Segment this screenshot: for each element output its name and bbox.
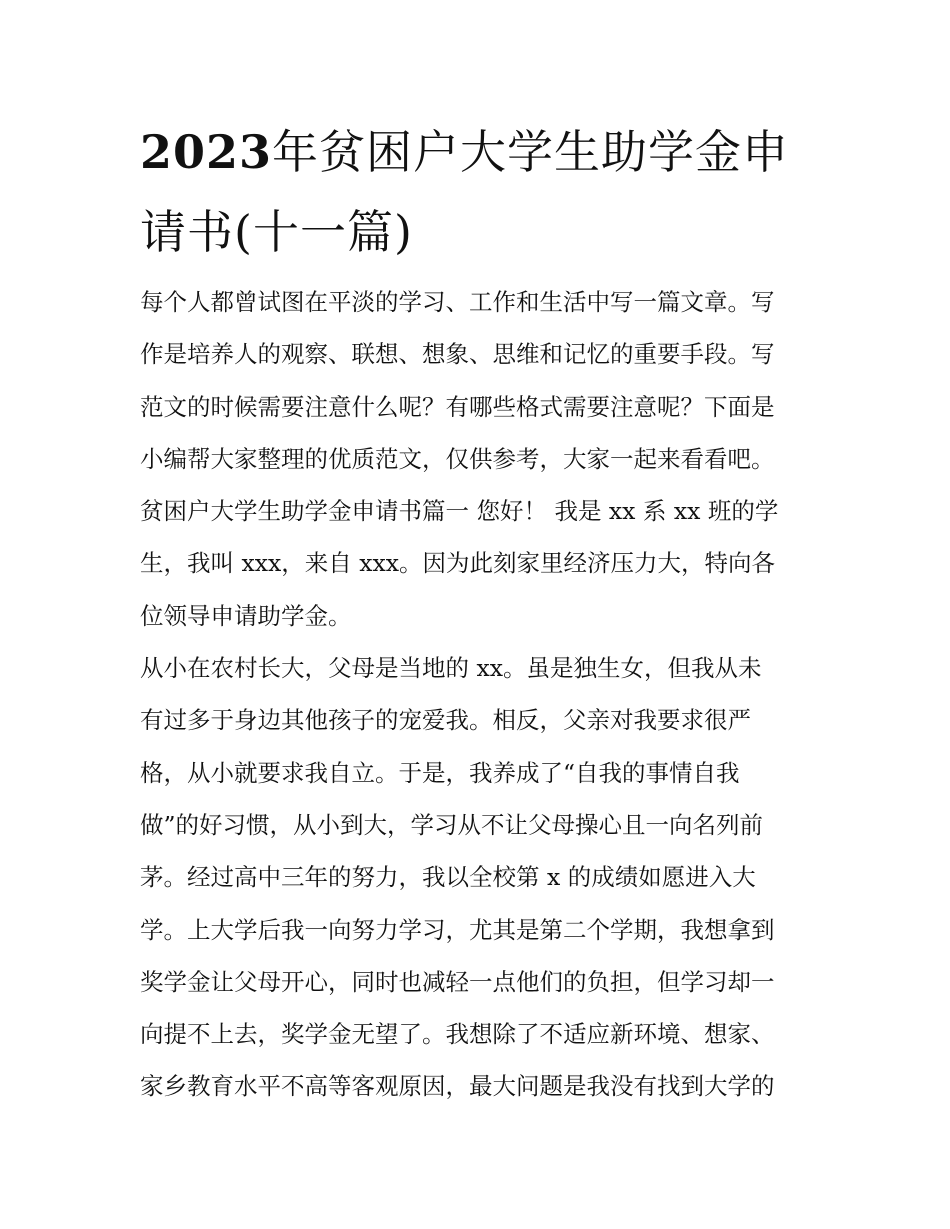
body-line: 每个人都曾试图在平淡的学习、工作和生活中写一篇文章。写 [140,288,775,316]
body-line: 做”的好习惯，从小到大，学习从不让父母操心且一向名列前 [140,810,764,839]
document-title [140,112,812,272]
body-line: 作是培养人的观察、联想、想象、思维和记忆的重要手段。写 [140,340,775,369]
body-line: 生，我叫 xxx，来自 xxx。因为此刻家里经济压力大，特向各 [140,549,775,578]
body-line: 从小在农村长大，父母是当地的 xx。虽是独生女，但我从未 [140,654,762,683]
body-line: 茅。经过高中三年的努力，我以全校第 x 的成绩如愿进入大 [140,863,756,892]
body-line: 小编帮大家整理的优质范文，仅供参考，大家一起来看看吧。 [140,444,775,473]
title-line-1 [140,112,812,192]
body-line: 奖学金让父母开心，同时也减轻一点他们的负担，但学习却一 [140,967,775,996]
body-line: 学。上大学后我一向努力学习，尤其是第二个学期，我想拿到 [140,915,775,944]
title-line-1-text: 年贫困户大学生助学金申 [272,125,790,179]
body-line: 位领导申请助学金。 [140,601,352,630]
body-line: 贫困户大学生助学金申请书篇一 您好！ 我是 xx 系 xx 班的学 [140,497,779,526]
title-line-2: 请书(十一篇) [140,205,413,259]
body-line: 范文的时候需要注意什么呢？有哪些格式需要注意呢？下面是 [140,392,775,421]
document-body [140,276,812,1113]
body-line: 格，从小就要求我自立。于是，我养成了“自我的事情自我 [140,758,740,787]
body-line: 向提不上去，奖学金无望了。我想除了不适应新环境、想家、 [140,1020,775,1049]
body-line: 有过多于身边其他孩子的宠爱我。相反，父亲对我要求很严 [140,706,751,735]
title-year: 2023 [140,125,273,179]
body-line: 家乡教育水平不高等客观原因，最大问题是我没有找到大学的 [140,1072,775,1101]
document-page [140,112,812,1113]
